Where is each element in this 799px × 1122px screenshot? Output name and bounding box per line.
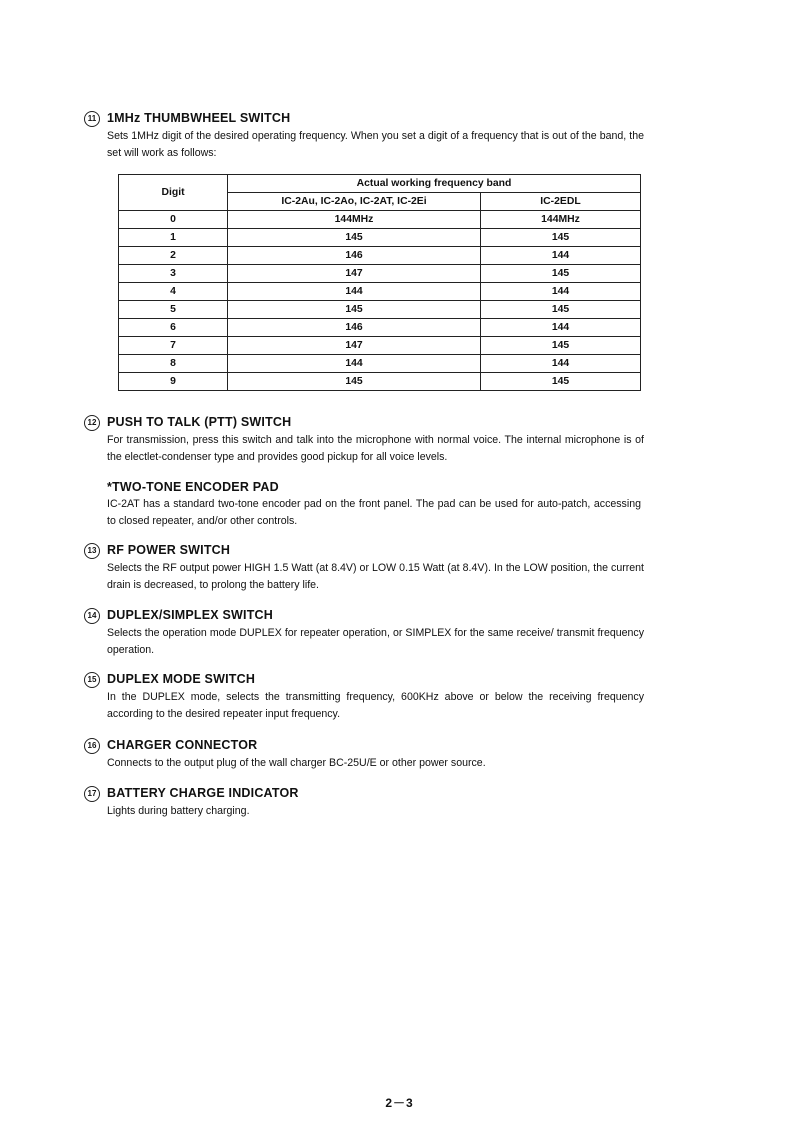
digit-cell: 0 (119, 211, 228, 229)
table-row (119, 211, 641, 229)
item-number-badge: 15 (84, 672, 100, 688)
digit-cell: 1 (119, 229, 228, 247)
frequency-band-table (118, 174, 641, 391)
band-cell: 145 (481, 265, 641, 283)
digit-cell: 6 (119, 319, 228, 337)
band-cell: 144 (228, 355, 481, 373)
digit-cell: 4 (119, 283, 228, 301)
section-text: Connects to the output plug of the wall charger BC-25U/E or other power source. (107, 757, 486, 769)
item-number-badge: 12 (84, 415, 100, 431)
table-row (119, 355, 641, 373)
band-cell: 145 (481, 229, 641, 247)
band-cell: 145 (228, 373, 481, 391)
section-title: DUPLEX/SIMPLEX SWITCH (107, 608, 274, 622)
section-text: Lights during battery charging. (107, 805, 250, 817)
section-title: BATTERY CHARGE INDICATOR (107, 786, 299, 800)
band-cell: 145 (228, 229, 481, 247)
page-number: 2－3 (385, 1096, 414, 1110)
band-cell: 144MHz (228, 211, 481, 229)
table-row (119, 247, 641, 265)
band-header: Actual working frequency band (228, 175, 641, 193)
section-text: Selects the RF output power HIGH 1.5 Watt (at 8.4V) or LOW 0.15 Watt (at 8.4V). In the LOW position, the current drain is decreased, to prolong the battery life. (107, 562, 644, 591)
band-cell: 147 (228, 265, 481, 283)
band-cell: 144 (481, 247, 641, 265)
item-number-badge: 13 (84, 543, 100, 559)
digit-cell: 5 (119, 301, 228, 319)
table-row (119, 373, 641, 391)
model-group-header: IC-2Au, IC-2Ao, IC-2AT, IC-2Ei (228, 193, 481, 211)
table-row (119, 229, 641, 247)
table-row (119, 319, 641, 337)
table-row (119, 301, 641, 319)
encoder-text: IC-2AT has a standard two-tone encoder pad on the front panel. The pad can be used for auto-patch, accessing to closed repeater, and/or other controls. (107, 498, 641, 527)
digit-cell: 8 (119, 355, 228, 373)
section-title: DUPLEX MODE SWITCH (107, 672, 256, 686)
digit-header: Digit (119, 175, 228, 211)
model-edl-header: IC-2EDL (481, 193, 641, 211)
band-cell: 144 (481, 283, 641, 301)
table-row (119, 283, 641, 301)
section-title: CHARGER CONNECTOR (107, 738, 258, 752)
section-title: 1MHz THUMBWHEEL SWITCH (107, 111, 291, 125)
section-title: RF POWER SWITCH (107, 543, 231, 557)
band-cell: 146 (228, 319, 481, 337)
band-cell: 147 (228, 337, 481, 355)
section-text: In the DUPLEX mode, selects the transmitting frequency, 600KHz above or below the receiving frequency according to the desired repeater input frequency. (107, 691, 644, 720)
table-row (119, 337, 641, 355)
digit-cell: 9 (119, 373, 228, 391)
section-text: For transmission, press this switch and talk into the microphone with normal voice. The internal microphone is of the electlet-condenser type and provides good pickup for all voice levels. (107, 434, 644, 463)
encoder-title: *TWO-TONE ENCODER PAD (107, 480, 279, 494)
section-text: Selects the operation mode DUPLEX for repeater operation, or SIMPLEX for the same receive/ transmit frequency operation. (107, 627, 644, 656)
section-title: PUSH TO TALK (PTT) SWITCH (107, 415, 292, 429)
digit-cell: 3 (119, 265, 228, 283)
band-cell: 145 (481, 337, 641, 355)
table-row (119, 265, 641, 283)
section-text: Sets 1MHz digit of the desired operating frequency. When you set a digit of a frequency that is out of the band, the set will work as follows: (107, 130, 644, 159)
band-cell: 145 (228, 301, 481, 319)
band-cell: 146 (228, 247, 481, 265)
item-number-badge: 14 (84, 608, 100, 624)
band-cell: 144 (481, 319, 641, 337)
band-cell: 145 (481, 373, 641, 391)
band-cell: 144 (481, 355, 641, 373)
digit-cell: 2 (119, 247, 228, 265)
band-cell: 144MHz (481, 211, 641, 229)
item-number-badge: 16 (84, 738, 100, 754)
band-cell: 145 (481, 301, 641, 319)
item-number-badge: 17 (84, 786, 100, 802)
band-cell: 144 (228, 283, 481, 301)
digit-cell: 7 (119, 337, 228, 355)
item-number-badge: 11 (84, 111, 100, 127)
